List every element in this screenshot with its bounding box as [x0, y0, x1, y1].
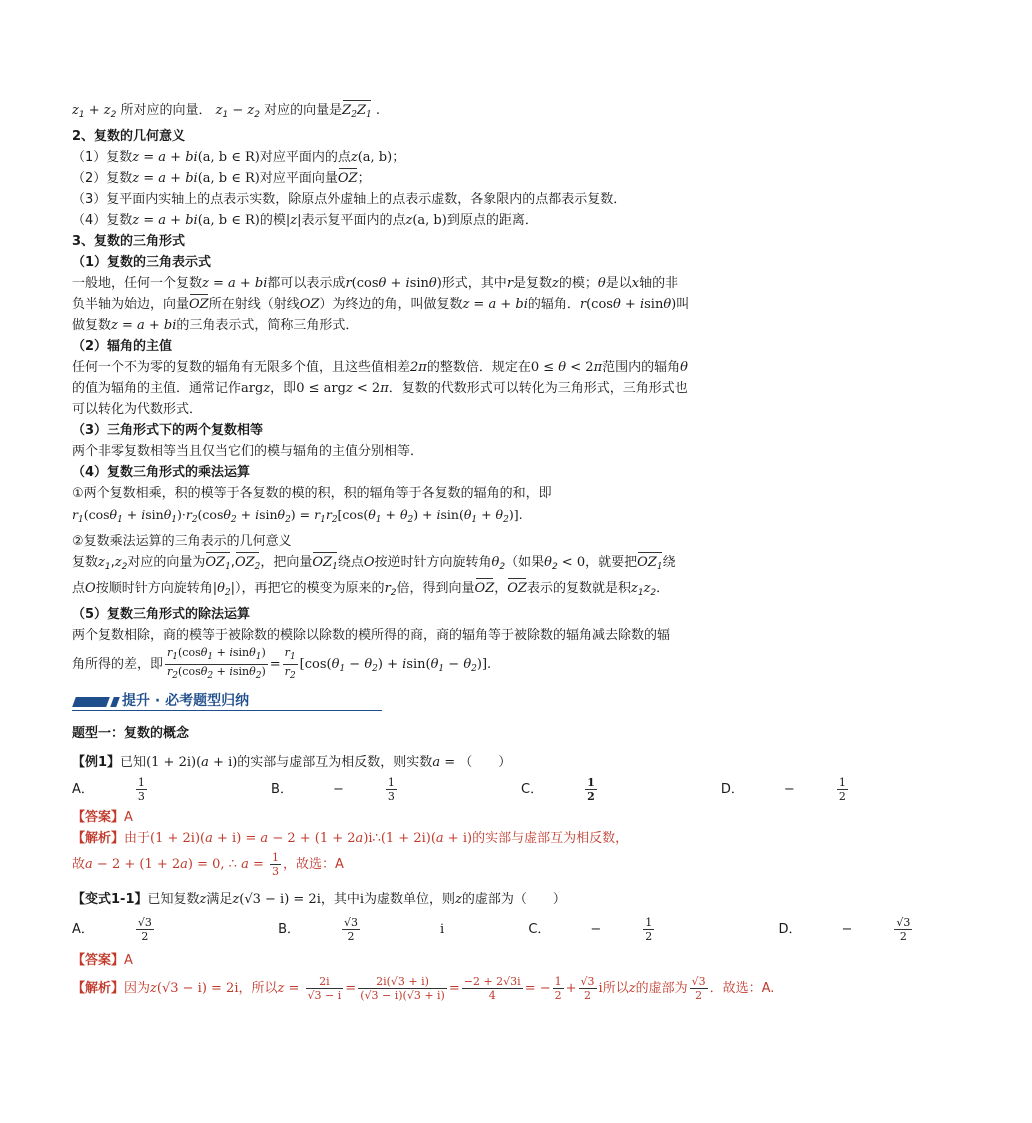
item-4: （4）复数z = a + bi(a, b ∈ R)的模|z|表示复平面内的点z(a, b)到原点的距离．: [72, 213, 538, 228]
problem-type-heading: 题型一：复数的概念: [72, 726, 190, 741]
banner-rule: [72, 710, 382, 711]
sub-heading-2: （2）辐角的主值: [72, 339, 173, 354]
option-a[interactable]: A． $\frac{√3}{2}$: [72, 916, 152, 943]
item-1: （1）复数z = a + bi(a, b ∈ R)对应平面内的点z(a, b)；: [72, 150, 406, 165]
option-b[interactable]: B． $\frac{√3}{2}$ i: [278, 916, 445, 943]
example-1-solution-line-1: 【解析】由于(1 + 2i)(a + i) = a − 2 + (1 + 2a)i∴(1 + 2i)(a + i)的实部与虚部互为相反数，: [72, 831, 629, 846]
option-b[interactable]: B． − $\frac{1}{3}$: [271, 776, 395, 803]
para-2-line-2: 的值为辐角的主值．通常记作argz，即0 ≤ argz < 2π．复数的代数形式可以转化为三角形式，三角形式也: [72, 381, 688, 396]
para-1-line-1: 一般地，任何一个复数z = a + bi都可以表示成r(cosθ + isinθ)形式，其中r是复数z的模；θ是以x轴的非: [72, 276, 679, 291]
banner-title: 提升 · 必考题型归纳: [122, 693, 250, 709]
sub-heading-4: （4）复数三角形式的乘法运算: [72, 465, 251, 480]
example-1-options: [72, 773, 846, 807]
para-2-line-3: 可以转化为代数形式．: [72, 402, 203, 417]
para-4-line-1: ①两个复数相乘，积的模等于各复数的模的积，积的辐角等于各复数的辐角的和，即: [72, 486, 552, 501]
para-4-line-4: 复数$z_1,z_2$对应的向量为$OZ_1,OZ_2$，把向量$OZ_1$绕点O按逆时针方向旋转角$\theta_2$（如果$\theta_2 < 0$，就要把$OZ_1$绕: [72, 552, 722, 578]
sub-heading-5: （5）复数三角形式的除法运算: [72, 607, 251, 622]
para-4-line-3: ②复数乘法运算的三角表示的几何意义: [72, 534, 292, 549]
para-2-line-1: 任何一个不为零的复数的辐角有无限多个值，且这些值相差2π的整数倍．规定在0 ≤ θ < 2π范围内的辐角θ: [72, 360, 688, 375]
division-formula: 角所得的差，即 $\frac{r_1(\cos\theta_1 + isin\theta_1)}{r_2(\cos\theta_2 + isin\theta_2)}$ = $\frac{r_1}{r_2}$ $[\cos(\theta_1 - \theta_2) + isin(\theta_1 - \theta_2)]$.: [72, 646, 492, 681]
option-d[interactable]: D． − $\frac{√3}{2}$: [778, 916, 911, 943]
para-1-line-2: 负半轴为始边，向量OZ所在射线（射线OZ）为终边的角，叫做复数z = a + bi的辐角．r(cosθ + isinθ)叫: [72, 294, 722, 315]
heading-trig-form: 3、复数的三角形式: [72, 234, 186, 249]
example-1-solution-line-2: 故a − 2 + (1 + 2a) = 0, ∴ a = $\frac{1}{3}$ ，故选：A: [72, 851, 344, 878]
para-5-line-1: 两个复数相除，商的模等于被除数的模除以除数的模所得的商，商的辐角等于被除数的辐角减去除数的辐: [72, 628, 671, 643]
line-vector-sum: $z_1 + z_2$ 所对应的向量． $z_1 - z_2$ 对应的向量是$Z_2Z_1$ .: [72, 100, 722, 126]
example-1-answer: 【答案】A: [72, 810, 133, 825]
variant-1-1-options: [72, 910, 911, 950]
item-3: （3）复平面内实轴上的点表示实数，除原点外虚轴上的点表示虚数，各象限内的点都表示复数．: [72, 192, 627, 207]
item-2: （2）复数z = a + bi(a, b ∈ R)对应平面向量OZ；: [72, 168, 722, 189]
multiplication-formula: $r_1(\cos\theta_1 + isin\theta_1)\cdot r_2(\cos\theta_2 + isin\theta_2) = r_1r_2[\cos(\theta_1 + \theta_2) + isin(\theta_1 + \theta_2)]$.: [72, 507, 523, 525]
option-c[interactable]: C． − $\frac{1}{2}$: [528, 916, 653, 943]
variant-1-1-answer: 【答案】A: [72, 953, 133, 968]
document-page: [72, 100, 911, 1007]
variant-1-1-solution: 【解析】因为z(√3 − i) = 2i，所以z = $\frac{2i}{√3 - i}$ = $\frac{2i(√3 + i)}{(√3 - i)(√3 + i)}$ = $\frac{-2 + 2√3i}{4}$ = − $\frac{1}{2}$ + $\frac{√3}{2}$ i所以z的虚部为 $\frac{√3}{2}$ ．故选：A.: [72, 975, 775, 1002]
banner-bar-icon: [72, 697, 110, 707]
heading-geometric-meaning: 2、复数的几何意义: [72, 129, 186, 144]
section-banner: [72, 691, 722, 713]
sub-heading-3: （3）三角形式下的两个复数相等: [72, 423, 264, 438]
variant-1-1-question: 【变式1-1】已知复数z满足z(√3 − i) = 2i，其中i为虚数单位，则z的虚部为（ ）: [72, 892, 566, 907]
example-1-question: 【例1】已知(1 + 2i)(a + i)的实部与虚部互为相反数，则实数a = （ ）: [72, 755, 512, 770]
sub-heading-1: （1）复数的三角表示式: [72, 255, 212, 270]
para-1-line-3: 做复数z = a + bi的三角表示式，简称三角形式．: [72, 318, 359, 333]
banner-bar-accent: [110, 697, 120, 707]
option-c[interactable]: C． $\frac{1}{2}$: [521, 776, 595, 803]
para-3: 两个非零复数相等当且仅当它们的模与辐角的主值分别相等．: [72, 444, 424, 459]
option-d[interactable]: D． − $\frac{1}{2}$: [720, 776, 846, 803]
option-a[interactable]: A． $\frac{1}{3}$: [72, 776, 145, 803]
para-4-line-5: 点O按顺时针方向旋转角$|\theta_2|$），再把它的模变为原来的$r_2$倍，得到向量OZ，OZ表示的复数就是积$z_1z_2$．: [72, 578, 722, 604]
